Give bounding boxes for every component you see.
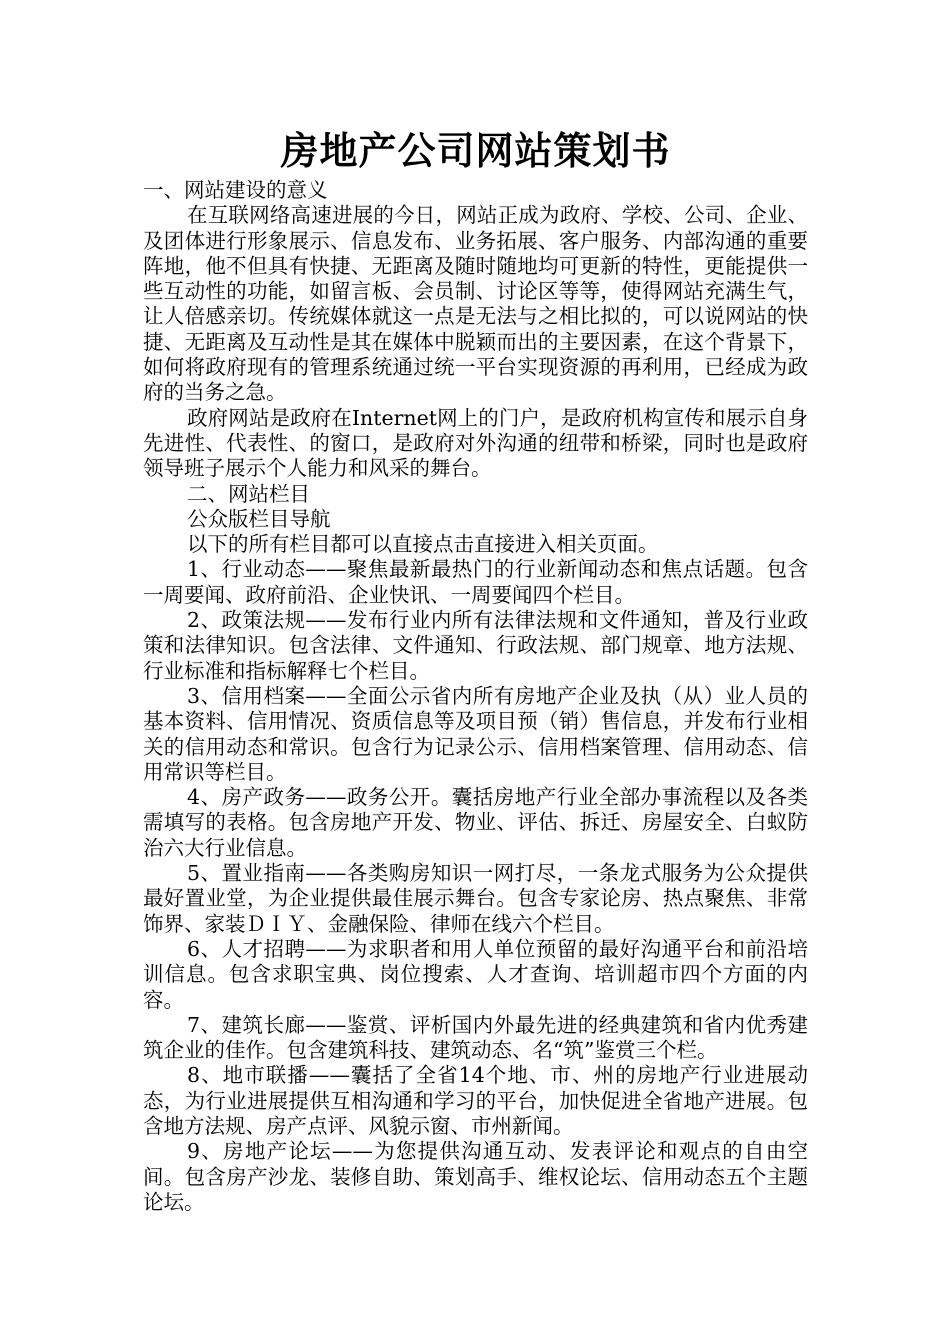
document-title: 房地产公司网站策划书 [280,128,671,173]
list-item-architecture: 7、建筑长廊——鉴赏、评析国内外最先进的经典建筑和省内优秀建筑企业的佳作。包含建筑科技、建筑动态、名“筑”鉴赏三个栏。 [143,1012,808,1063]
list-item-home-guide: 5、置业指南——各类购房知识一网打尽，一条龙式服务为公众提供最好置业堂，为企业提供最佳展示舞台。包含专家论房、热点聚焦、非常饰界、家装ＤＩＹ、金融保险、律师在线六个栏目。 [143,861,808,936]
list-item-industry-news: 1、行业动态——聚焦最新最热门的行业新闻动态和焦点话题。包含一周要闻、政府前沿、企业快讯、一周要闻四个栏目。 [143,557,808,607]
paragraph-intro: 在互联网络高速进展的今日，网站正成为政府、学校、公司、企业、及团体进行形象展示、信息发布、业务拓展、客户服务、内部沟通的重要阵地，他不但具有快捷、无距离及随时随地均可更新的特性，更能提供一些互动性的功能，如留言板、会员制、讨论区等等，使得网站充满生气，让人倍感亲切。传统媒体就这一点是无法与之相比拟的，可以说网站的快捷、无距离及互动性是其在媒体中脱颖而出的主要因素，在这个背景下，如何将政府现有的管理系统通过统一平台实现资源的再利用，已经成为政府的当务之急。 [143,203,808,405]
section-heading-columns: 二、网站栏目 [187,481,310,506]
document-page [143,124,808,1215]
paragraph-gov-portal: 政府网站是政府在Internet网上的门户，是政府机构宣传和展示自身先进性、代表性、的窗口，是政府对外沟通的纽带和桥梁，同时也是政府领导班子展示个人能力和风采的舞台。 [143,405,808,481]
list-item-credit-archive: 3、信用档案——全面公示省内所有房地产企业及执（从）业人员的基本资料、信用情况、资质信息等及项目预（销）售信息，并发布行业相关的信用动态和常识。包含行为记录公示、信用档案管理、信用动态、信用常识等栏目。 [143,683,808,784]
list-item-property-affairs: 4、房产政务——政务公开。囊括房地产行业全部办事流程以及各类需填写的表格。包含房地产开发、物业、评估、拆迁、房屋安全、白蚁防治六大行业信息。 [143,785,808,860]
list-item-policy-law: 2、政策法规——发布行业内所有法律法规和文件通知，普及行业政策和法律知识。包含法律、文件通知、行政法规、部门规章、地方法规、行业标准和指标解释七个栏目。 [143,608,808,683]
paragraph-nav-note: 以下的所有栏目都可以直接点击直接进入相关页面。 [187,532,659,557]
subheading-public-nav: 公众版栏目导航 [187,506,331,531]
list-item-city-broadcast: 8、地市联播——囊括了全省14个地、市、州的房地产行业进展动态，为行业进展提供互相沟通和学习的平台，加快促进全省地产进展。包含地方法规、房产点评、风貌示窗、市州新闻。 [143,1063,808,1138]
list-item-recruitment: 6、人才招聘——为求职者和用人单位预留的最好沟通平台和前沿培训信息。包含求职宝典、岗位搜索、人才查询、培训超市四个方面的内容。 [143,936,808,1012]
list-item-forum: 9、房地产论坛——为您提供沟通互动、发表评论和观点的自由空间。包含房产沙龙、装修自助、策划高手、维权论坛、信用动态五个主题论坛。 [143,1139,808,1214]
section-heading-significance: 一、网站建设的意义 [143,178,328,202]
